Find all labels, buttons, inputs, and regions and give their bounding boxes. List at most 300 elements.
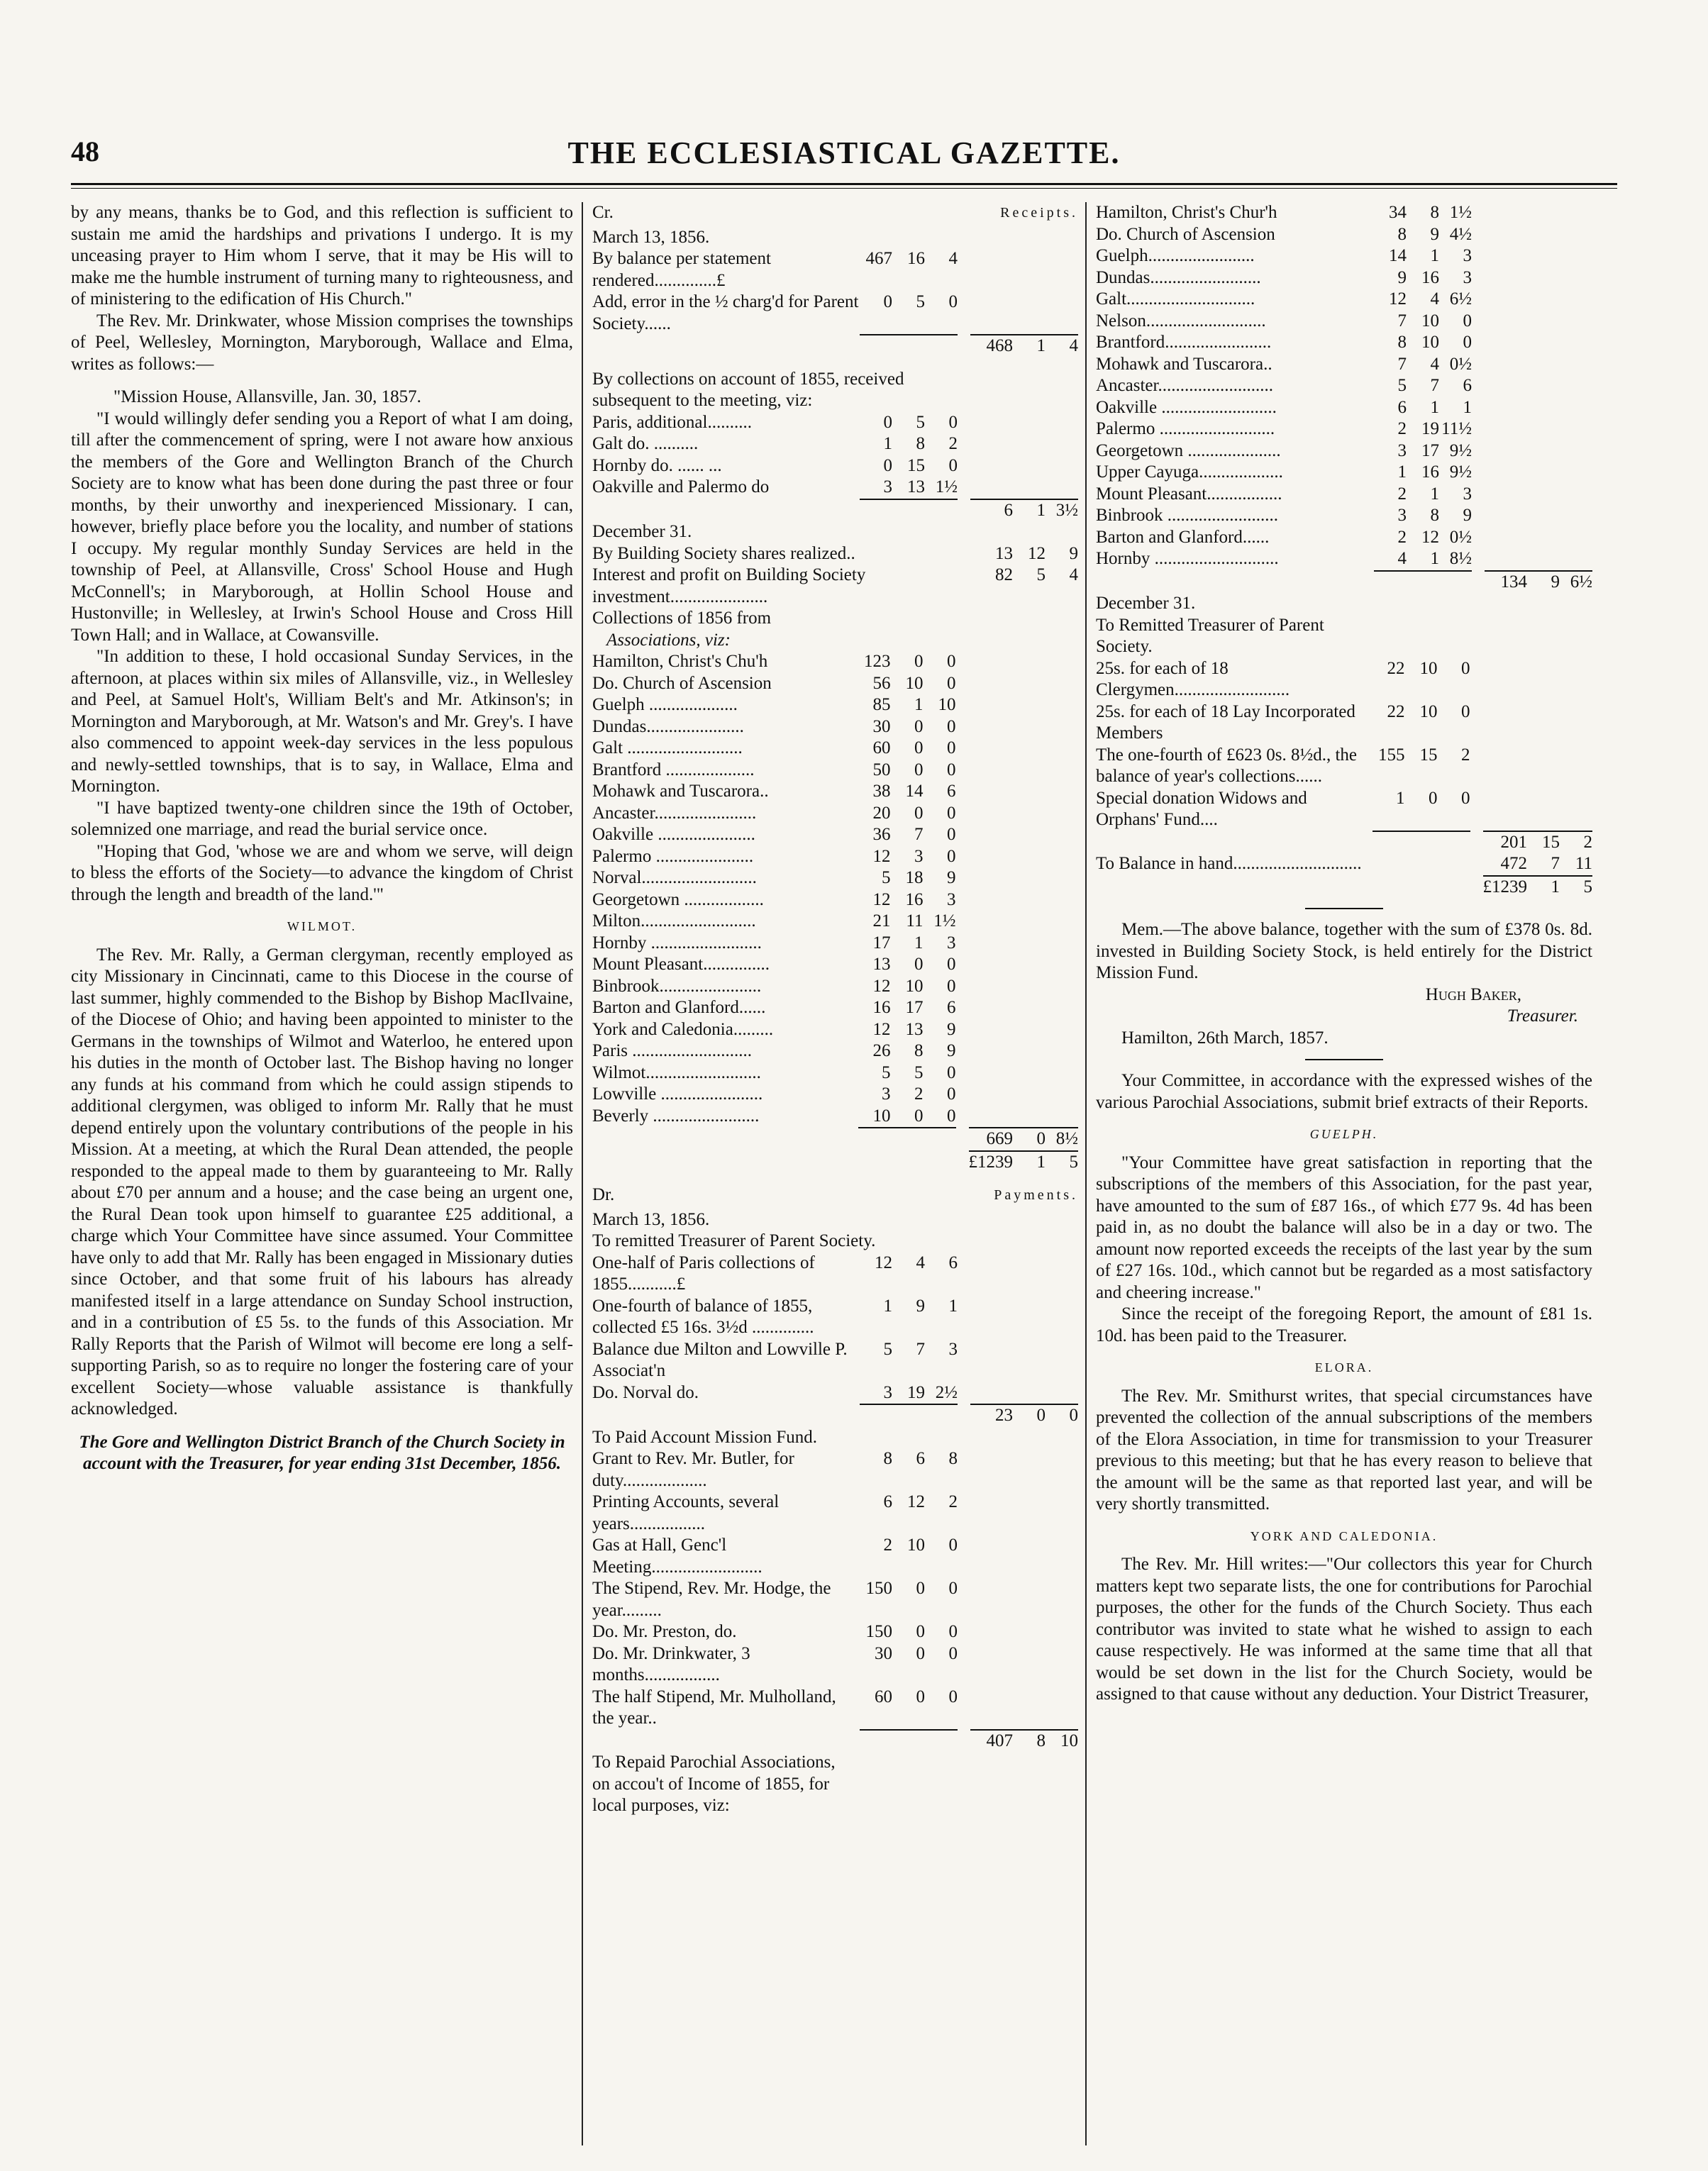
row-label: Printing Accounts, several years................. [592, 1492, 780, 1533]
pounds: 12 [872, 846, 891, 866]
balance-in-hand: 11 [1575, 854, 1592, 873]
pence: 0 [947, 825, 956, 844]
section-label: Collections of 1856 from [592, 609, 772, 628]
pounds: 60 [875, 1687, 892, 1706]
pounds: 82 [995, 565, 1013, 584]
subtotal: 4 [1046, 335, 1078, 357]
section-label: To Remitted Treasurer of Parent Society. [1096, 615, 1324, 656]
row-label: Balance due Milton and Lowville P. Associat'n [592, 1339, 848, 1380]
subtotal: 134 [1485, 571, 1527, 594]
pounds: 0 [883, 412, 892, 432]
ledger-row [592, 673, 1078, 695]
subtotal: 15 [1527, 831, 1560, 854]
shillings: 0 [916, 1687, 925, 1706]
pence: 0 [947, 1062, 956, 1082]
ledger-row [592, 433, 1078, 455]
row-label: Upper Cayuga................... [1096, 462, 1283, 482]
dr-label: Dr. [592, 1185, 615, 1204]
section-label: To remitted Treasurer of Parent Society. [592, 1231, 876, 1250]
row-label: Brantford .................... [592, 760, 755, 779]
ledger-row [592, 781, 1078, 803]
paragraph: The Rev. Mr. Drinkwater, whose Mission comprises the townships of Peel, Wellesley, Mornington, Maryborough, Wallace and Elma, writes as follows:— [71, 311, 573, 374]
shillings: 9 [1430, 224, 1439, 244]
ledger-row [592, 412, 1078, 434]
signature-date: Hamilton, 26th March, 1857. [1121, 1028, 1329, 1048]
balance-in-hand: 472 [1500, 854, 1527, 873]
ledger-row [592, 1339, 1078, 1382]
ledger-row [592, 477, 1078, 499]
pence: 0 [1461, 788, 1470, 808]
shillings: 17 [905, 998, 924, 1017]
pence: 3 [947, 933, 956, 953]
pounds: 0 [883, 292, 892, 311]
pence: 9 [1069, 543, 1078, 563]
paragraph: Your Committee, in accordance with the expressed wishes of the various Parochial Associations, submit brief extracts of their Reports. [1096, 1071, 1592, 1112]
pounds: 12 [1389, 289, 1407, 309]
pence: 0 [947, 976, 956, 996]
shillings: 1 [914, 695, 924, 714]
shillings: 5 [914, 1062, 924, 1082]
pence: 0 [947, 738, 956, 757]
shillings: 7 [1430, 376, 1439, 395]
pence: 4 [1069, 565, 1078, 584]
subtotal: 8 [1013, 1730, 1046, 1753]
ledger-row [592, 738, 1078, 760]
pounds: 5 [883, 1339, 892, 1359]
row-label: Georgetown .................. [592, 889, 764, 909]
pence: 0 [948, 292, 958, 311]
ledger-row [592, 1106, 1078, 1128]
shillings: 10 [1419, 658, 1438, 678]
shillings: 14 [905, 782, 924, 801]
header-rule-thin [71, 188, 1617, 189]
shillings: 13 [907, 477, 925, 496]
pence: 0 [948, 1622, 958, 1641]
pounds: 3 [883, 1382, 892, 1402]
receipts-table-1 [592, 248, 1078, 357]
pounds: 2 [1397, 419, 1407, 438]
subtotal: 3½ [1046, 499, 1078, 522]
pounds: 60 [872, 738, 891, 757]
ledger-row [592, 1578, 1078, 1621]
shillings: 7 [916, 1339, 925, 1359]
ledger-row [592, 1643, 1078, 1687]
shillings: 0 [916, 1622, 925, 1641]
row-label: The Stipend, Rev. Mr. Hodge, the year......... [592, 1579, 831, 1620]
memo: Mem.—The above balance, together with the sum of £378 0s. 8d. invested in Building Society Stock, is held entirely for the District Mission Fund. [1096, 920, 1592, 982]
ledger-row [592, 1084, 1078, 1106]
pounds: 21 [872, 911, 891, 931]
shillings: 0 [914, 652, 924, 671]
shillings: 15 [1419, 745, 1438, 765]
row-label: 25s. for each of 18 Clergymen.......................... [1096, 658, 1290, 699]
ledger-row [1096, 332, 1592, 354]
paragraph: The Rev. Mr. Rally, a German clergyman, recently employed as city Missionary in Cincinnati, came to this Diocese in the course of last summer, highly commended to the Bishop by Bishop MacIlvaine, of the Diocese of Ohio; and having been appointed to minister to the Germans in the townships of Wilmot and Waterloo, he entered upon his duties in the month of October last. The Bishop having no longer any funds at his command from which he could assign stipends to additional clergymen, was obliged to inform Mr. Rally that he must depend entirely upon the voluntary contributions of the people in his Mission. At a meeting, at which the Rural Dean attended, the people responded to the appeal made to them by guaranteeing to Mr. Rally about £70 per annum and a house; and the case being an urgent one, the Rural Dean took upon himself to guarantee £25 additional, a charge which Your Committee have since assumed. Your Committee have only to add that Mr. Rally has been engaged in Missionary duties since October, and that some fruit of his labours has already manifested itself in a large attendance on Sunday School instruction, and in a contribution of £5 5s. to the funds of this Association. Mr Rally Reports that the Parish of Wilmot will become ere long a self-supporting Parish, so as to require no longer the fostering care of your excellent Society—whose valuable assistance is thankfully acknowledged. [71, 945, 573, 1418]
pounds: 34 [1389, 203, 1407, 222]
payments-header [592, 1184, 1078, 1206]
ledger-row [592, 1621, 1078, 1643]
row-label: Mount Pleasant................. [1096, 484, 1282, 504]
pence: 2 [948, 434, 958, 453]
pounds: 8 [883, 1449, 892, 1468]
ledger-row [592, 1296, 1078, 1339]
row-label: Paris, additional.......... [592, 412, 752, 432]
date-line: December 31. [1096, 594, 1196, 613]
pence: 0 [948, 455, 958, 475]
pence: 0½ [1449, 527, 1472, 547]
ledger-row [1096, 354, 1592, 376]
row-label: Grant to Rev. Mr. Butler, for duty................... [592, 1449, 794, 1490]
pounds: 85 [872, 695, 891, 714]
pounds: 7 [1397, 354, 1407, 374]
ledger-row [1096, 658, 1592, 701]
row-label: Oakville .......................... [1096, 397, 1277, 417]
row-label: Oakville and Palermo do [592, 477, 770, 496]
column-3 [1096, 202, 1592, 1706]
row-label: To Balance in hand............................. [1096, 854, 1362, 873]
pence: 1 [948, 1296, 958, 1316]
row-label: Galt do. .......... [592, 434, 699, 453]
receipts-table-2 [592, 543, 1078, 609]
pounds: 12 [872, 976, 891, 996]
grand-total: 5 [1046, 1151, 1078, 1174]
row-label: Guelph .................... [592, 695, 738, 714]
pence: 0 [1461, 658, 1470, 678]
pence: 0 [947, 1084, 956, 1104]
ledger-row [592, 803, 1078, 825]
row-label: York and Caledonia......... [592, 1019, 774, 1039]
pence: 0 [948, 1579, 958, 1598]
ledger-row [592, 651, 1078, 673]
section-heading-york: YORK AND CALEDONIA. [1250, 1528, 1438, 1543]
shillings: 12 [1028, 543, 1046, 563]
ledger-row [592, 1535, 1078, 1578]
ledger-row [592, 760, 1078, 782]
section-label: To Repaid Parochial Associations, on accou't of Income of 1855, for local purposes, viz: [592, 1753, 836, 1815]
shillings: 4 [1430, 289, 1439, 309]
grand-total: 1 [1013, 1151, 1046, 1174]
paragraph: "I would willingly defer sending you a Report of what I am doing, till after the commencement of spring, were I not aware how anxious the members of the Gore and Wellington Branch of the Church Society are to know what has been done during the past three or four months, by their unworthy and inexperienced Missionary. I can, however, briefly place before you the locality, and number of stations I occupy. My regular monthly Sunday Services are held in the township of Peel, at Allansville, Cross' School House and Hugh McConnell's; in Maryborough, at Hollin School House and Hustonville; in Wellesley, at Irwin's School House and Cross Hill Town Hall; and in Wallace, at Cowansville. [71, 409, 573, 645]
pounds: 5 [882, 1062, 891, 1082]
pounds: 17 [872, 933, 891, 953]
section-heading-guelph: GUELPH. [1309, 1127, 1379, 1141]
grand-total: £1239 [1483, 876, 1528, 899]
pence: 2 [1461, 745, 1470, 765]
row-label: By Building Society shares realized.. [592, 543, 855, 563]
pounds: 22 [1387, 701, 1405, 721]
row-label: Galt .......................... [592, 738, 743, 757]
ledger-row [1096, 484, 1592, 506]
row-label: Hornby do. ...... ... [592, 455, 722, 475]
pounds: 1 [883, 1296, 892, 1316]
ledger-row [1096, 224, 1592, 246]
row-label: One-fourth of balance of 1855, collected £5 16s. 3½d .............. [592, 1296, 814, 1337]
pence: 0 [948, 1536, 958, 1555]
ledger-row [592, 1448, 1078, 1492]
row-label: Hamilton, Christ's Chur'h [1096, 203, 1277, 222]
row-label: Norval.......................... [592, 868, 757, 887]
section-label: Associations, viz: [606, 630, 731, 650]
subtotal: 23 [970, 1404, 1013, 1427]
pounds: 2 [1397, 527, 1407, 547]
shillings: 8 [914, 1041, 924, 1060]
subtotal: 201 [1483, 831, 1528, 854]
row-label: Oakville ...................... [592, 825, 755, 844]
paragraph: "Hoping that God, 'whose we are and whom we serve, will deign to bless the efforts of the Society—to advance the kingdom of Christ through the length and breadth of the land.'" [71, 841, 573, 904]
row-label: Do. Church of Ascension [592, 673, 772, 693]
pence: 8 [948, 1449, 958, 1468]
ledger-row [592, 933, 1078, 955]
pounds: 14 [1389, 246, 1407, 265]
shillings: 0 [914, 803, 924, 823]
pounds: 30 [872, 716, 891, 736]
ledger-row [1096, 245, 1592, 267]
row-label: Wilmot.......................... [592, 1062, 761, 1082]
row-label: Mohawk and Tuscarora.. [1096, 354, 1272, 374]
ledger-row [592, 1062, 1078, 1084]
shillings: 16 [905, 889, 924, 909]
row-label: The half Stipend, Mr. Mulholland, the year.. [592, 1687, 836, 1728]
row-label: Lowville ....................... [592, 1084, 763, 1104]
row-label: Hornby ......................... [592, 933, 762, 953]
pounds: 6 [1397, 397, 1407, 417]
pence: 9 [947, 868, 956, 887]
account-caption: The Gore and Wellington District Branch of the Church Society in account with the Treasurer, for year ending 31st December, 1856. [79, 1432, 565, 1473]
ledger-row [1096, 202, 1592, 224]
ledger-row [592, 867, 1078, 889]
pence: 3 [947, 889, 956, 909]
row-label: Barton and Glanford...... [1096, 527, 1270, 547]
collections-1856-table [592, 651, 1078, 1173]
shillings: 10 [905, 673, 924, 693]
subtotal: 1 [1013, 335, 1046, 357]
row-label: Milton.......................... [592, 911, 756, 931]
pence: 0 [948, 412, 958, 432]
pence: 3 [948, 1339, 958, 1359]
row-label: Mohawk and Tuscarora.. [592, 782, 769, 801]
pence: 8½ [1449, 549, 1472, 568]
pounds: 155 [1378, 745, 1405, 765]
row-label: 25s. for each of 18 Lay Incorporated Members [1096, 701, 1355, 743]
pence: 3 [1463, 246, 1472, 265]
ledger-row [592, 954, 1078, 976]
row-label: The one-fourth of £623 0s. 8½d., the balance of year's collections...... [1096, 745, 1357, 786]
pence: 0 [948, 1687, 958, 1706]
section-label: To Paid Account Mission Fund. [592, 1427, 818, 1447]
divider [1305, 908, 1383, 909]
pence: 6 [1463, 376, 1472, 395]
subtotal: 0 [1013, 1404, 1046, 1427]
shillings: 15 [907, 455, 925, 475]
shillings: 11 [906, 911, 924, 931]
ledger-row [592, 846, 1078, 868]
shillings: 17 [1421, 440, 1439, 460]
pence: 4½ [1449, 224, 1472, 244]
pence: 10 [938, 695, 956, 714]
ledger-row [592, 824, 1078, 846]
pence: 1½ [1449, 203, 1472, 222]
signer-name: Hugh Baker, [1425, 984, 1521, 1004]
receipts-label: Receipts. [1000, 205, 1078, 221]
column-divider-2 [1085, 202, 1087, 2145]
pounds: 30 [875, 1643, 892, 1663]
repaid-associations-table [1096, 202, 1592, 593]
header-rule [71, 183, 1617, 185]
ledger-row [592, 889, 1078, 911]
shillings: 16 [1421, 267, 1439, 287]
pounds: 50 [872, 760, 891, 779]
paragraph: by any means, thanks be to God, and this reflection is sufficient to sustain me amid the hardships and privations I undergo. It is my unceasing prayer to Him whom I serve, that it may be His will to make me the humble instrument of turning many to righteousness, and of ministering to the edification of His Church." [71, 203, 573, 309]
ledger-row [1096, 418, 1592, 440]
pounds: 13 [872, 955, 891, 974]
shillings: 5 [916, 292, 925, 311]
row-label: Barton and Glanford...... [592, 998, 766, 1017]
pence: 0 [1463, 333, 1472, 352]
divider [1305, 1059, 1383, 1060]
column-divider-1 [582, 202, 583, 2145]
shillings: 1 [1430, 246, 1439, 265]
shillings: 0 [916, 1643, 925, 1663]
pence: 0 [947, 803, 956, 823]
ledger-row [592, 976, 1078, 998]
pounds: 12 [875, 1253, 892, 1272]
row-label: Dundas...................... [592, 716, 744, 736]
pence: 9 [1463, 506, 1472, 525]
row-label: One-half of Paris collections of 1855...........£ [592, 1253, 815, 1294]
ledger-row [592, 997, 1078, 1019]
shillings: 5 [1036, 565, 1046, 584]
row-label: Paris ........................... [592, 1041, 752, 1060]
pence: 0 [948, 1643, 958, 1663]
pounds: 1 [1397, 462, 1407, 482]
shillings: 1 [1430, 549, 1439, 568]
pounds: 16 [872, 998, 891, 1017]
paragraph: The Rev. Mr. Smithurst writes, that special circumstances have prevented the collection of the annual subscriptions of the members of the Elora Association, in time for transmission to your Treasurer previous to this meeting; but that he has every reason to believe that the amount will be the same as that reported last year, and will be very shortly transmitted. [1096, 1386, 1592, 1514]
pounds: 3 [1397, 506, 1407, 525]
ledger-row [592, 1040, 1078, 1062]
shillings: 16 [1421, 462, 1439, 482]
ledger-row [1096, 311, 1592, 333]
pence: 0 [1461, 701, 1470, 721]
pounds: 2 [1397, 484, 1407, 504]
row-label: Do. Church of Ascension [1096, 224, 1275, 244]
shillings: 9 [916, 1296, 925, 1316]
row-label: Beverly ........................ [592, 1106, 760, 1126]
shillings: 0 [1429, 788, 1438, 808]
pounds: 467 [865, 249, 892, 268]
ledger-row [1096, 462, 1592, 484]
row-label: Add, error in the ½ charg'd for Parent Society...... [592, 292, 859, 333]
pence: 0 [947, 846, 956, 866]
row-label: Palermo ...................... [592, 846, 754, 866]
row-label: Special donation Widows and Orphans' Fund.... [1096, 788, 1307, 829]
pounds: 20 [872, 803, 891, 823]
pounds: 38 [872, 782, 891, 801]
row-label: By balance per statement rendered..............£ [592, 249, 771, 290]
payments-table-2 [592, 1448, 1078, 1752]
shillings: 10 [905, 976, 924, 996]
row-label: Nelson........................... [1096, 311, 1266, 331]
ledger-row [1096, 397, 1592, 419]
date-line: March 13, 1856. [592, 227, 710, 247]
row-label: Do. Norval do. [592, 1382, 699, 1402]
paragraph: Since the receipt of the foregoing Report, the amount of £81 1s. 10d. has been paid to the Treasurer. [1096, 1304, 1592, 1345]
row-label: Ancaster.......................... [1096, 376, 1273, 395]
pence: 1½ [935, 477, 958, 496]
pence: 0 [947, 652, 956, 671]
pence: 0 [947, 760, 956, 779]
subtotal: 0 [1013, 1128, 1046, 1151]
row-label: Brantford........................ [1096, 333, 1272, 352]
pounds: 3 [883, 477, 892, 496]
ledger-row [592, 911, 1078, 933]
ledger-row [592, 1019, 1078, 1041]
section-heading-elora: ELORA. [1314, 1360, 1374, 1375]
row-label: Palermo .......................... [1096, 419, 1275, 438]
ledger-row [1096, 289, 1592, 311]
pence: 11½ [1441, 419, 1472, 438]
paragraph: "I have baptized twenty-one children since the 19th of October, solemnized one marriage, and read the burial service once. [71, 798, 573, 839]
pounds: 9 [1397, 267, 1407, 287]
pence: 2 [948, 1492, 958, 1511]
subtotal: 6 [970, 499, 1013, 522]
shillings: 6 [916, 1449, 925, 1468]
balance-in-hand: 7 [1551, 854, 1560, 873]
pounds: 13 [995, 543, 1013, 563]
pence: 6 [947, 782, 956, 801]
pence: 6½ [1449, 289, 1472, 309]
paragraph: The Rev. Mr. Hill writes:—"Our collectors this year for Church matters kept two separate lists, the one for contributions for Parochial purposes, the other for the funds of the Church Society. Thus each contributor was invited to state what he wished to assign to each cause respectively. He was informed at the same time that all that would be set down in the list for the Church Society, would be assigned to that cause without any deduction. Your District Treasurer, [1096, 1555, 1592, 1704]
payments-label: Payments. [994, 1187, 1078, 1203]
pounds: 150 [865, 1579, 892, 1598]
paragraph: "In addition to these, I hold occasional Sunday Services, in the afternoon, at places within six miles of Allansville, viz., in Wellesley and Peel, at Samuel Holt's, William Belt's and Mr. Atkinson's; in Mornington and Maryborough, at Mr. Watson's and Mr. Grey's. I have also commenced to appoint week-day services in the less populous and newly-settled townships, that is to say, in Wallace, Elma and Mornington. [71, 647, 573, 796]
ledger-row [592, 694, 1078, 716]
ledger-row [1096, 788, 1592, 831]
row-label: Galt............................. [1096, 289, 1255, 309]
subtotal: 468 [970, 335, 1013, 357]
pence: 6 [948, 1253, 958, 1272]
section-label: By collections on account of 1855, received subsequent to the meeting, viz: [592, 369, 904, 410]
pounds: 10 [872, 1106, 891, 1126]
row-label: Hamilton, Christ's Chu'h [592, 652, 768, 671]
pounds: 26 [872, 1041, 891, 1060]
grand-total: £1239 [969, 1151, 1014, 1174]
pounds: 1 [883, 434, 892, 453]
row-label: Do. Mr. Drinkwater, 3 months................. [592, 1643, 750, 1684]
shillings: 10 [1421, 333, 1439, 352]
shillings: 18 [905, 868, 924, 887]
row-label: Dundas......................... [1096, 267, 1261, 287]
date-line: December 31. [592, 522, 692, 541]
ledger-row [592, 1687, 1078, 1730]
pence: 9 [947, 1041, 956, 1060]
row-label: Gas at Hall, Genc'l Meeting......................... [592, 1536, 762, 1577]
pounds: 4 [1397, 549, 1407, 568]
cr-label: Cr. [592, 203, 614, 222]
pence: 0 [947, 955, 956, 974]
pounds: 3 [882, 1084, 891, 1104]
shillings: 3 [914, 846, 924, 866]
shillings: 2 [914, 1084, 924, 1104]
subtotal: 6½ [1560, 571, 1592, 594]
subtotal: 9 [1527, 571, 1560, 594]
pounds: 56 [872, 673, 891, 693]
pounds: 3 [1397, 440, 1407, 460]
pounds: 2 [883, 1536, 892, 1555]
pounds: 5 [1397, 376, 1407, 395]
shillings: 16 [907, 249, 925, 268]
shillings: 13 [905, 1019, 924, 1039]
